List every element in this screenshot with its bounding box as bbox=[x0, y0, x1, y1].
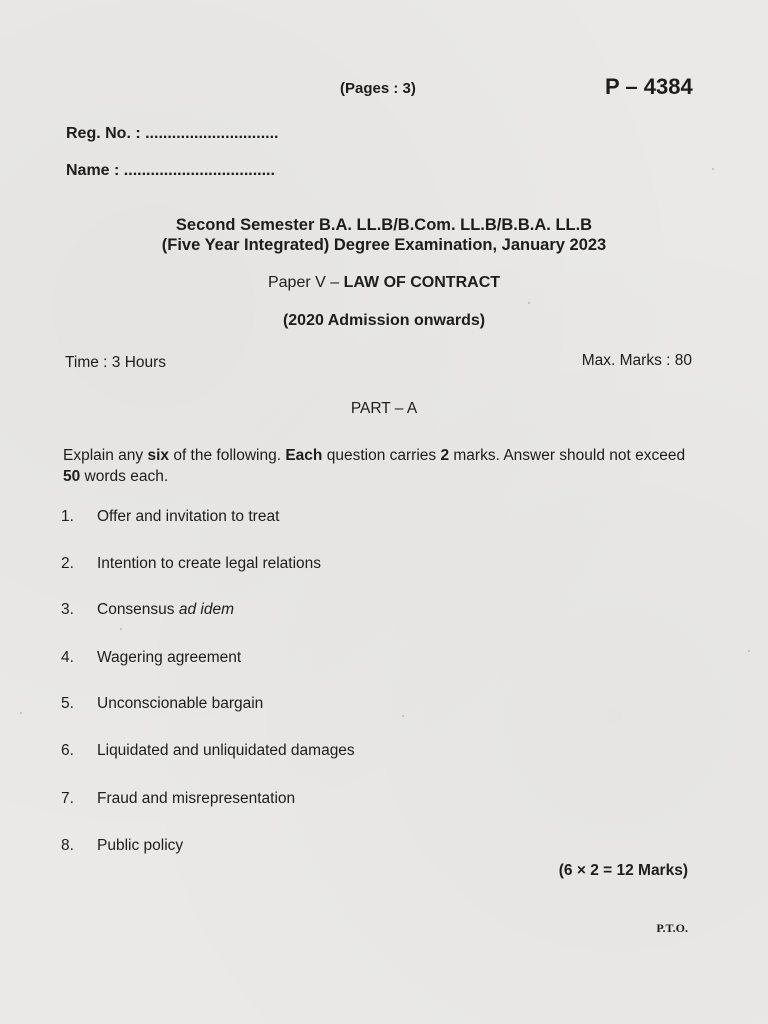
pto-note: P.T.O. bbox=[656, 921, 688, 935]
exam-title-line1: Second Semester B.A. LL.B/B.Com. LL.B/B.B.A. LL.B bbox=[175, 216, 593, 234]
question-text: Offer and invitation to treat bbox=[97, 508, 280, 525]
max-marks: Max. Marks : 80 bbox=[581, 352, 692, 369]
question-number: 8. bbox=[61, 837, 74, 854]
part-heading: PART – A bbox=[350, 400, 418, 417]
question-number: 2. bbox=[61, 555, 74, 572]
question-text: Intention to create legal relations bbox=[97, 555, 322, 572]
question-number: 5. bbox=[61, 695, 74, 712]
reg-no-field: Reg. No. : .............................. bbox=[66, 125, 279, 142]
question-item bbox=[61, 742, 355, 760]
question-text: Wagering agreement bbox=[97, 649, 242, 666]
question-text-italic: ad idem bbox=[178, 601, 235, 618]
question-text: Public policy bbox=[97, 837, 184, 854]
admission-note: (2020 Admission onwards) bbox=[282, 312, 486, 329]
question-item bbox=[61, 555, 321, 573]
question-number: 3. bbox=[61, 601, 74, 618]
exam-title-line2: (Five Year Integrated) Degree Examination, January 2023 bbox=[161, 236, 607, 254]
name-field: Name : .................................. bbox=[66, 162, 275, 179]
exam-time: Time : 3 Hours bbox=[65, 354, 167, 371]
question-item bbox=[61, 695, 263, 713]
paper-subject: LAW OF CONTRACT bbox=[343, 274, 501, 291]
question-text: Unconscionable bargain bbox=[97, 695, 264, 712]
scan-speck bbox=[120, 628, 122, 630]
scan-speck bbox=[748, 650, 750, 652]
page-count: (Pages : 3) bbox=[340, 80, 416, 97]
scan-speck bbox=[712, 168, 714, 170]
question-number: 4. bbox=[61, 649, 74, 666]
part-total-marks: (6 × 2 = 12 Marks) bbox=[558, 862, 688, 879]
scan-speck bbox=[528, 302, 530, 304]
paper-code: P – 4384 bbox=[605, 74, 693, 99]
question-item bbox=[61, 790, 295, 808]
question-number: 6. bbox=[61, 742, 74, 759]
question-text: Fraud and misrepresentation bbox=[97, 790, 296, 807]
question-text: Liquidated and unliquidated damages bbox=[97, 742, 355, 759]
question-item bbox=[61, 508, 279, 526]
paper-title bbox=[0, 274, 768, 292]
scan-speck bbox=[402, 715, 404, 717]
question-number: 1. bbox=[61, 508, 74, 525]
paper-prefix: Paper V – bbox=[267, 274, 344, 291]
scan-speck bbox=[20, 712, 22, 714]
question-item bbox=[61, 837, 183, 855]
question-item bbox=[61, 649, 241, 667]
question-number: 7. bbox=[61, 790, 74, 807]
instructions: Explain any six of the following. Each question carries 2 marks. Answer should not exceed 50 words each. bbox=[63, 447, 686, 485]
question-text: Consensus bbox=[97, 601, 179, 618]
question-item bbox=[61, 601, 234, 619]
